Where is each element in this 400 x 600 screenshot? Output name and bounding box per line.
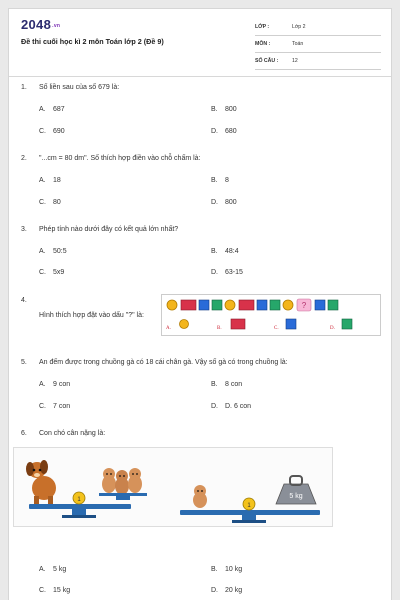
svg-text:D.: D. [330,326,335,331]
shape-pattern-image [161,294,381,336]
dog-icon [26,460,56,504]
svg-text:1: 1 [247,503,251,509]
svg-text:A.: A. [166,326,171,331]
header-divider [9,76,391,77]
option-a[interactable]: A. 9 con [39,381,71,388]
option-a[interactable]: A. 50:5 [39,248,67,255]
question-text: "...cm = 80 dm". Số thích hợp điền vào chỗ chấm là: [39,155,201,162]
question-text: Phép tính nào dưới đây có kết quả lớn nhất? [39,226,179,233]
site-logo[interactable] [21,17,60,32]
option-d[interactable]: D. 20 kg [211,587,243,594]
option-b[interactable]: B. 48:4 [211,248,239,255]
option-d[interactable]: D. 680 [211,128,237,135]
balance-scale-image [13,447,333,527]
meta-row-class: LỚP : Lớp 2 [255,19,381,36]
option-c[interactable]: C. 15 kg [39,587,71,594]
logo-domain: .vn [52,22,61,29]
option-c[interactable]: C. 5x9 [39,269,65,276]
option-d[interactable]: D. 63-15 [211,269,243,276]
option-a[interactable]: A. 18 [39,177,61,184]
question-text: Hình thích hợp đặt vào dấu "?" là: [39,312,144,319]
weight-icon [276,476,316,504]
logo-text: 2048 [21,17,52,32]
option-d[interactable]: D. D. 6 con [211,403,252,410]
option-a[interactable]: A. 687 [39,106,65,113]
question-text: An đếm được trong chuồng gà có 18 cái chân gà. Vậy số gà có trong chuồng là: [39,359,288,366]
meta-row-subject: MÔN : Toán [255,36,381,53]
option-c[interactable]: C. 690 [39,128,65,135]
option-b[interactable]: B. 8 [211,177,229,184]
question-mark-symbol: ? [301,301,307,310]
svg-text:C.: C. [274,326,279,331]
meta-row-count: SỐ CÂU : 12 [255,53,381,70]
svg-text:5 kg: 5 kg [289,493,303,500]
option-d[interactable]: D. 800 [211,199,237,206]
option-b[interactable]: B. 800 [211,106,237,113]
cats-icon [102,468,142,495]
question-text: Số liền sau của số 679 là: [39,84,120,91]
svg-text:1: 1 [77,497,81,503]
cat-icon [193,485,207,508]
option-a[interactable]: A. 5 kg [39,566,67,573]
exam-meta [255,19,381,70]
question-text: Con chó cân nặng là: [39,430,106,437]
svg-text:B.: B. [217,326,222,331]
option-b[interactable]: B. 10 kg [211,566,243,573]
exam-page: 2048.vn Đề thi cuối học kì 2 môn Toán lớp 2 (Đề 9) LỚP : Lớp 2 MÔN : Toán SỐ CÂU : 12 1. Số liền sau của số 679 là: A. 687 B. 800 C. 690 D. 680 2. "...cm = 80 dm". Số thích hợp điền vào chỗ chấm là: A. 18 B. 8 C. 80 D. 800 3. Phép tính nào dưới đây có kết quả lớn nhất? A. 50:5 B. 48:4 C. 5x9 D. 63-15 4. Hình thích hợp đặt vào dấu "?" là: ? A. B. C. D. 5. An đếm được trong chuồng gà có 18 cái chân gà. Vậy số gà có trong chuồng là: A. 9 con B. 8 con C. 7 con D. D. 6 con 6. Con chó cân nặng là: 1 1 5 kg A. 5 kg B. 10 kg C. 15 kg D. 20 kg [8,8,392,600]
option-c[interactable]: C. 7 con [39,403,71,410]
option-c[interactable]: C. 80 [39,199,61,206]
page-title: Đề thi cuối học kì 2 môn Toán lớp 2 (Đề 9) [21,37,164,46]
option-b[interactable]: B. 8 con [211,381,243,388]
